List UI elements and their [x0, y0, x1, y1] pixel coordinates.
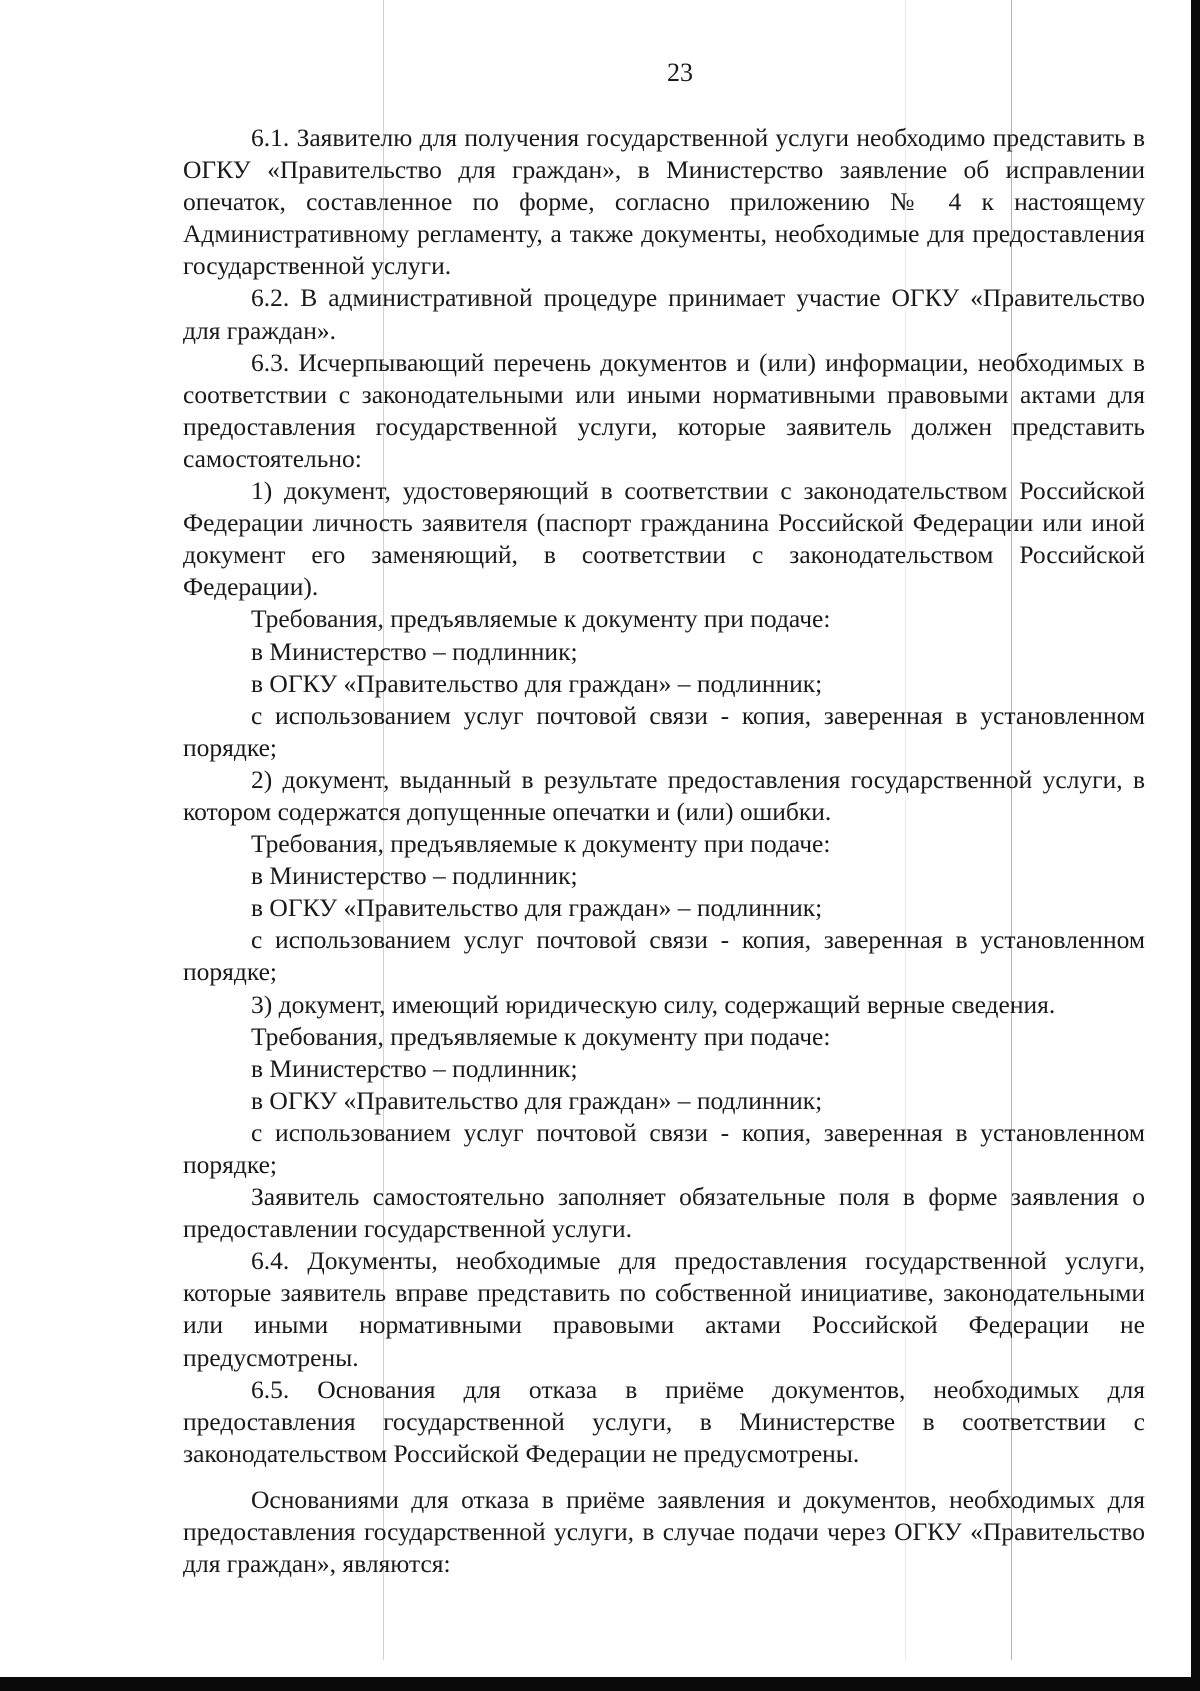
scan-border-bottom: [0, 1677, 1200, 1691]
requirement-postal: с использованием услуг почтовой связи - копия, заверенная в установленном порядке;: [183, 1117, 1145, 1179]
requirement-ministry: в Министерство – подлинник;: [251, 636, 578, 666]
requirement-ogku: в ОГКУ «Правительство для граждан» – подлинник;: [251, 893, 823, 923]
requirement-ministry: в Министерство – подлинник;: [251, 1053, 578, 1083]
requirements-heading: Требования, предъявляемые к документу при подаче:: [251, 829, 831, 859]
requirement-postal: с использованием услуг почтовой связи - копия, заверенная в установленном порядке;: [183, 925, 1145, 987]
paragraph-applicant-fills: Заявитель самостоятельно заполняет обязательные поля в форме заявления о предоставлении государственной услуги.: [183, 1182, 1145, 1244]
list-item-3: 3) документ, имеющий юридическую силу, содержащий верные сведения.: [251, 989, 1056, 1019]
requirement-postal: с использованием услуг почтовой связи - копия, заверенная в установленном порядке;: [183, 700, 1145, 762]
requirement-ministry: в Министерство – подлинник;: [251, 861, 578, 891]
scan-border-right: [1191, 0, 1200, 1691]
requirement-ogku: в ОГКУ «Правительство для граждан» – подлинник;: [251, 668, 823, 698]
requirements-heading: Требования, предъявляемые к документу при подаче:: [251, 1021, 831, 1051]
requirement-ogku: в ОГКУ «Правительство для граждан» – подлинник;: [251, 1085, 823, 1115]
paragraph-6-5: 6.5. Основания для отказа в приёме документов, необходимых для предоставления государственной услуги, в Министерстве в соответствии с законодательством Российской Федерации не предусмотрены.: [183, 1374, 1145, 1468]
document-body: [183, 122, 1145, 1580]
list-item-2: 2) документ, выданный в результате предоставления государственной услуги, в котором содержатся допущенные опечатки и (или) ошибки.: [183, 764, 1145, 826]
paragraph-6-1: 6.1. Заявителю для получения государственной услуги необходимо представить в ОГКУ «Правительство для граждан», в Министерство заявление об исправлении опечаток, составленное по форме, согласно приложению № 4 к настоящему Административному регламенту, а также документы, необходимые для предоставления государственной услуги.: [183, 123, 1145, 281]
requirements-heading: Требования, предъявляемые к документу при подаче:: [251, 604, 831, 634]
paragraph-6-2: 6.2. В административной процедуре принимает участие ОГКУ «Правительство для граждан».: [183, 283, 1145, 345]
list-item-1: 1) документ, удостоверяющий в соответствии с законодательством Российской Федерации личность заявителя (паспорт гражданина Российской Федерации или иной документ его заменяющий, в соответствии с законодательством Российской Федерации).: [183, 476, 1145, 602]
paragraph-6-3: 6.3. Исчерпывающий перечень документов и (или) информации, необходимых в соответствии с законодательными или иными нормативными правовыми актами для предоставления государственной услуги, которые заявитель должен представить самостоятельно:: [183, 347, 1145, 473]
page-number: 23: [667, 58, 693, 87]
paragraph-refusal-grounds: Основаниями для отказа в приёме заявления и документов, необходимых для предоставления государственной услуги, в случае подачи через ОГКУ «Правительство для граждан», являются:: [183, 1484, 1145, 1579]
paragraph-6-4: 6.4. Документы, необходимые для предоставления государственной услуги, которые заявитель вправе представить по собственной инициативе, законодательными или иными нормативными правовыми актами Российской Федерации не предусмотрены.: [183, 1246, 1145, 1372]
